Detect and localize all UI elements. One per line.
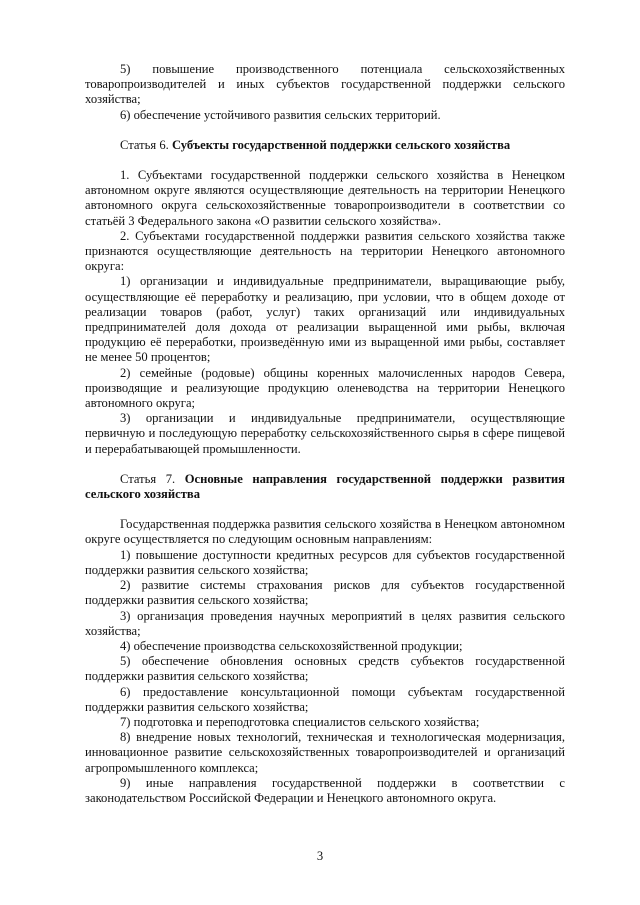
list-item: 1) организации и индивидуальные предприниматели, выращивающие рыбу, осуществляющие её переработку и реализацию, при условии, что в общем доходе от реализации товаров (работ, услуг) таких организаций или индивидуальных предпринимателей доля дохода от реализации выращенной ими рыбы, включая продукцию её переработки, произведённую ими из выращенной ими рыбы, составляет не менее 50 процентов; — [85, 274, 565, 365]
paragraph: 2. Субъектами государственной поддержки развития сельского хозяйства также признаются осуществляющие деятельность на территории Ненецкого автономного округа: — [85, 228, 565, 274]
article-7-prefix: Статья 7. — [120, 471, 185, 486]
list-item: 1) повышение доступности кредитных ресурсов для субъектов государственной поддержки развития сельского хозяйства; — [85, 547, 565, 577]
list-item: 3) организация проведения научных мероприятий в целях развития сельского хозяйства; — [85, 608, 565, 638]
list-item: 2) развитие системы страхования рисков для субъектов государственной поддержки развития сельского хозяйства; — [85, 578, 565, 608]
article-6-title: Субъекты государственной поддержки сельского хозяйства — [171, 137, 511, 152]
list-item: 6) предоставление консультационной помощи субъектам государственной поддержки развития сельского хозяйства; — [85, 684, 565, 714]
article-7-title: Основные направления государственной поддержки развития сельского хозяйства — [85, 471, 565, 502]
list-item: 8) внедрение новых технологий, техническая и технологическая модернизация, инновационное развитие сельскохозяйственных товаропроизводителей и организаций агропромышленного комплекса; — [85, 730, 565, 775]
list-item: 3) организации и индивидуальные предприниматели, осуществляющие первичную и последующую переработку сельскохозяйственного сырья в сфере пищевой и перерабатывающей промышленности. — [85, 411, 565, 456]
document-page — [85, 62, 565, 806]
list-item: 5) обеспечение обновления основных средств субъектов государственной поддержки развития сельского хозяйства; — [85, 654, 565, 684]
list-item: 5) повышение производственного потенциала сельскохозяйственных товаропроизводителей и иных субъектов государственной поддержки сельского хозяйства; — [85, 62, 565, 107]
list-item: 2) семейные (родовые) общины коренных малочисленных народов Севера, производящие и реализующие продукцию оленеводства на территории Ненецкого автономного округа; — [85, 365, 565, 411]
paragraph: 1. Субъектами государственной поддержки сельского хозяйства в Ненецком автономном округе являются осуществляющие деятельность на территории Ненецкого автономного округа сельскохозяйственные товаропроизводители в соответствии со статьёй 3 Федерального закона «О развитии сельского хозяйства». — [85, 168, 565, 228]
list-item: 4) обеспечение производства сельскохозяйственной продукции; — [120, 638, 463, 653]
article-6-prefix: Статья 6. — [120, 137, 172, 152]
article-6-heading — [85, 138, 565, 153]
list-item: 7) подготовка и переподготовка специалистов сельского хозяйства; — [120, 714, 480, 729]
page-number: 3 — [316, 849, 324, 863]
paragraph: Государственная поддержка развития сельского хозяйства в Ненецком автономном округе осуществляется по следующим основным направлениям: — [85, 517, 565, 547]
list-item: 6) обеспечение устойчивого развития сельских территорий. — [120, 107, 441, 122]
article-7-heading — [85, 472, 565, 502]
list-item: 9) иные направления государственной поддержки в соответствии с законодательством Российской Федерации и Ненецкого автономного округа. — [85, 775, 565, 805]
